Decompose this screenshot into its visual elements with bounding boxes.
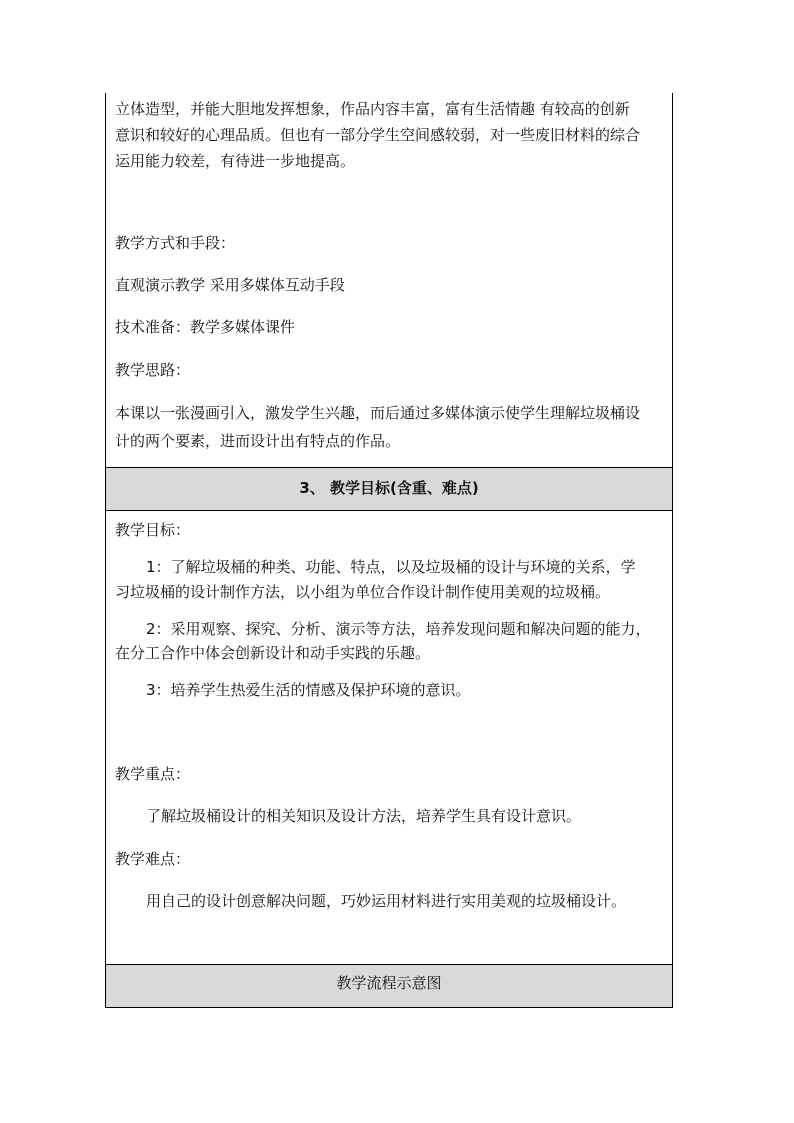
- difficulty-heading: 教学难点：: [115, 850, 191, 868]
- intro-line-2: 意识和较好的心理品质。但也有一部分学生空间感较弱，对一些废旧材料的综合: [115, 126, 641, 144]
- thinking-line-2: 计的两个要素，进而设计出有特点的作品。: [115, 432, 401, 450]
- goals-cell: [106, 510, 672, 964]
- difficulty-text: 用自己的设计创意解决问题，巧妙运用材料进行实用美观的垃圾桶设计。: [146, 892, 627, 910]
- flow-header-title: 教学流程示意图: [336, 974, 442, 992]
- goal-2-line-1: 2：采用观察、探究、分析、演示等方法，培养发现问题和解决问题的能力，: [146, 620, 651, 638]
- thinking-line-1: 本课以一张漫画引入，激发学生兴趣，而后通过多媒体演示使学生理解垃圾桶设: [115, 404, 641, 422]
- goal-1-line-1: 1：了解垃圾桶的种类、功能、特点，以及垃圾桶的设计与环境的关系，学: [146, 558, 636, 576]
- section3-title: 3、 教学目标(含重、难点): [299, 479, 479, 497]
- goal-3-text: 3：培养学生热爱生活的情感及保护环境的意识。: [146, 681, 471, 699]
- thinking-heading: 教学思路：: [115, 361, 191, 379]
- goal-2-line-2: 在分工合作中体会创新设计和动手实践的乐趣。: [115, 644, 431, 662]
- key-points-text: 了解垃圾桶设计的相关知识及设计方法，培养学生具有设计意识。: [146, 807, 582, 825]
- lesson-plan-table: [105, 93, 673, 1008]
- tech-prep-text: 技术准备：教学多媒体课件: [115, 318, 296, 336]
- intro-line-3: 运用能力较差，有待进一步地提高。: [115, 152, 356, 170]
- goals-heading: 教学目标：: [115, 521, 191, 539]
- intro-line-1: 立体造型，并能大胆地发挥想象，作品内容丰富，富有生活情趣 有较高的创新: [115, 100, 630, 118]
- goal-1-line-2: 习垃圾桶的设计制作方法，以小组为单位合作设计制作使用美观的垃圾桶。: [115, 583, 611, 601]
- method-text: 直观演示教学 采用多媒体互动手段: [115, 276, 345, 294]
- method-heading: 教学方式和手段：: [115, 234, 236, 252]
- section3-header-cell: [106, 467, 672, 510]
- flow-header-cell: [106, 964, 672, 1007]
- intro-cell: [106, 93, 672, 467]
- key-points-heading: 教学重点：: [115, 765, 191, 783]
